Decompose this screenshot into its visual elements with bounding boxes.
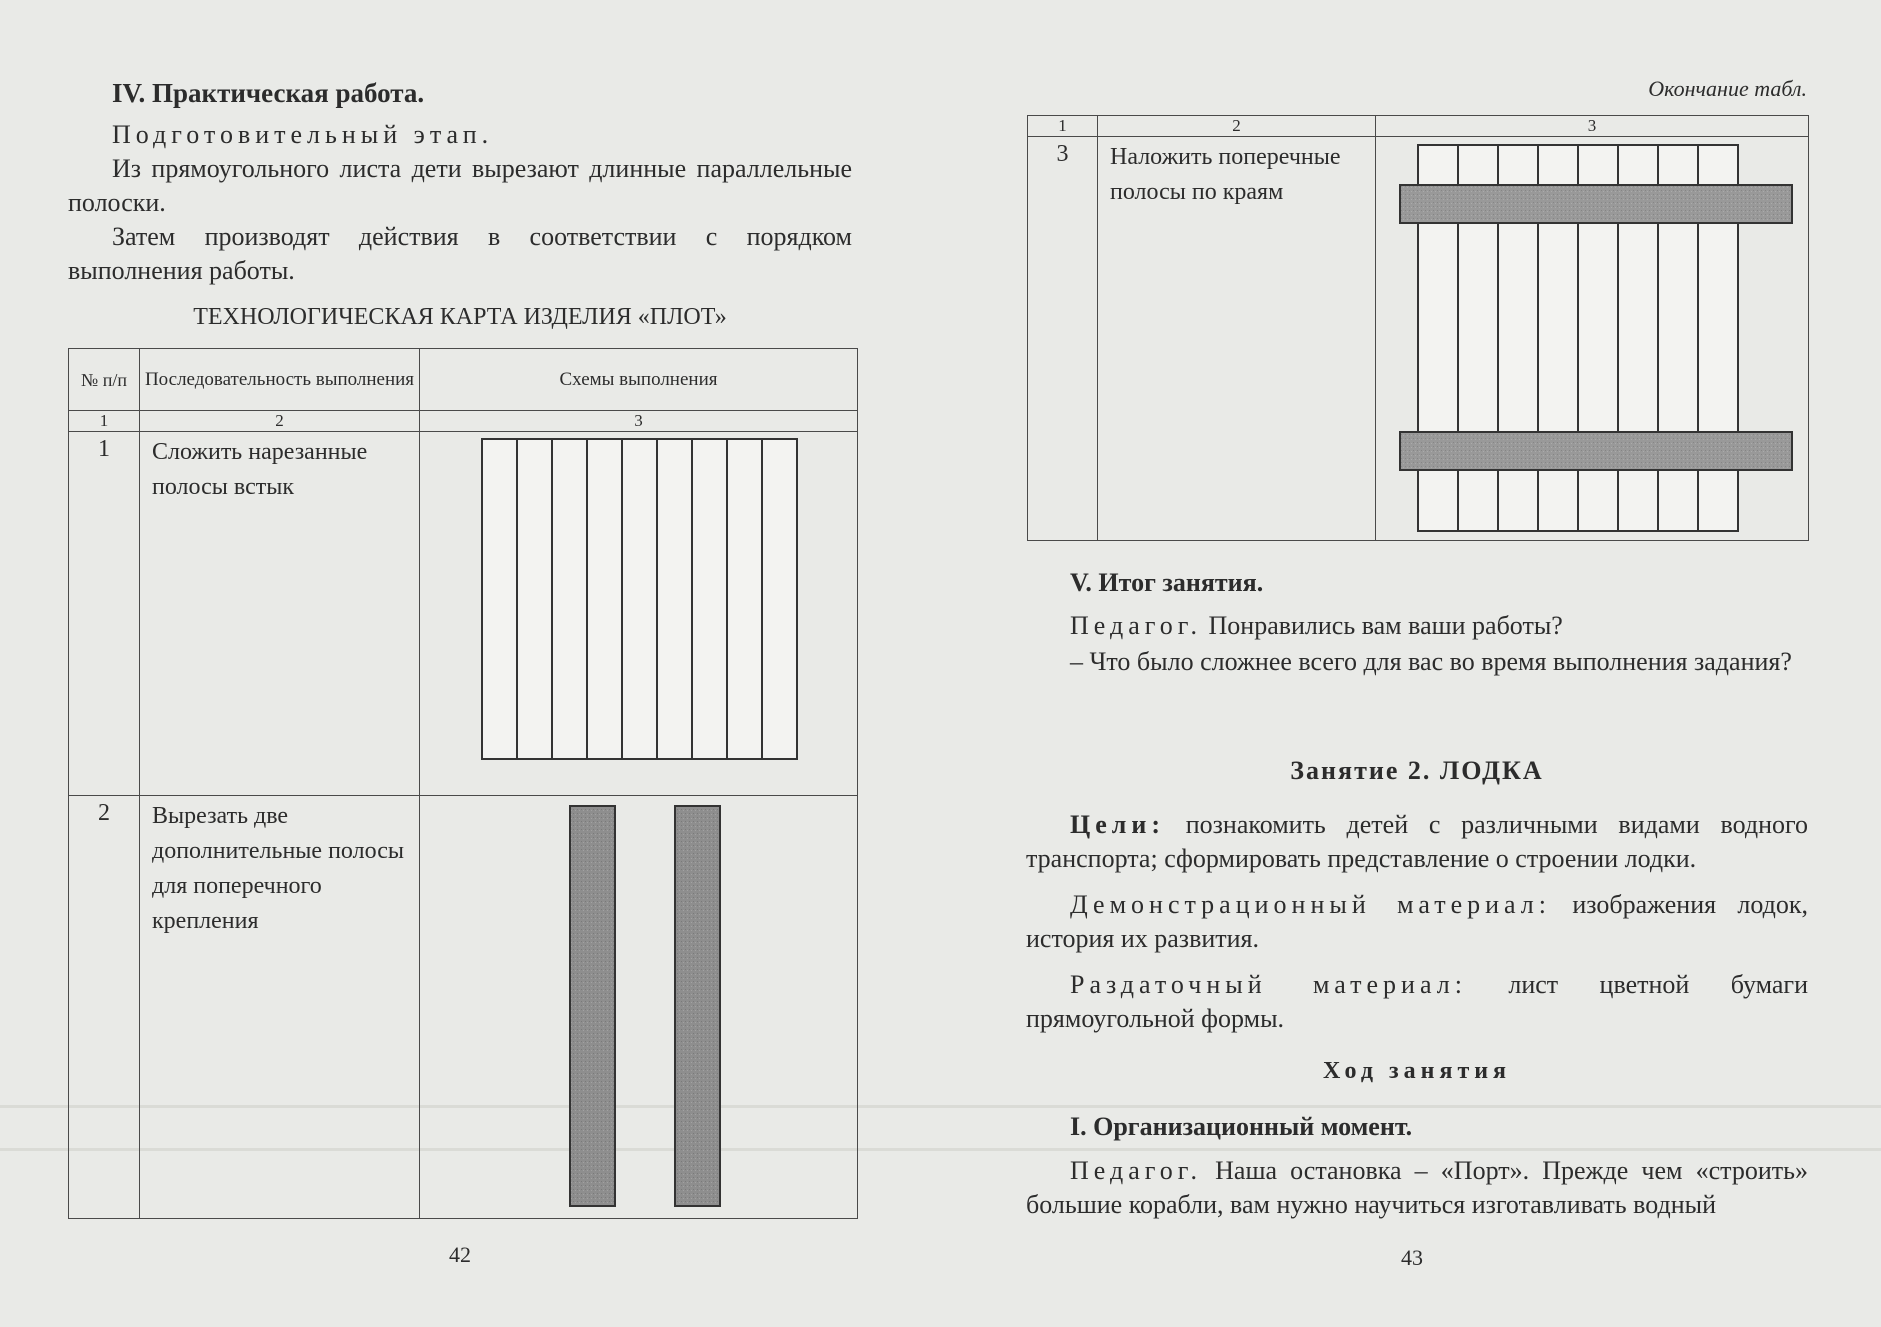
handout-label: Раздаточный материал: — [1070, 970, 1467, 999]
demo-text: изображения лодок, история их развития. — [1026, 890, 1808, 953]
scheme-cell — [1376, 137, 1809, 541]
tech-map-table — [68, 348, 858, 1219]
speech-text: Наша остановка – «Порт». Прежде чем «строить» большие корабли, вам нужно научиться изготавливать водный — [1026, 1156, 1808, 1219]
scheme-cell — [420, 796, 858, 1219]
column-number: 2 — [140, 411, 420, 432]
column-number: 1 — [69, 411, 140, 432]
scheme-raft-assembled — [1376, 137, 1809, 541]
goals-label: Цели: — [1070, 810, 1165, 839]
column-number-row — [69, 411, 858, 432]
demo-label: Демонстрационный материал: — [1070, 890, 1552, 919]
step-text: Сложить нарезанные полосы встык — [140, 432, 420, 796]
scheme-strips-joined — [420, 432, 858, 796]
paragraph: Из прямоугольного листа дети вырезают длинные параллельные полоски. — [68, 154, 852, 217]
lesson-title-text: Занятие 2. ЛОДКА — [1290, 756, 1544, 785]
paragraph: – Что было сложнее всего для вас во время выполнения задания? — [1070, 647, 1792, 676]
paragraph: Затем производят действия в соответствии с порядком выполнения работы. — [68, 222, 852, 285]
goals-text: познакомить детей с различными видами водного транспорта; сформировать представление о строении лодки. — [1026, 810, 1808, 873]
paragraph — [1026, 888, 1808, 956]
row-number: 1 — [69, 432, 140, 796]
left-page — [0, 0, 940, 1327]
section-heading: IV. Практическая работа. — [112, 78, 425, 108]
paragraph — [1026, 1154, 1808, 1222]
row-number: 3 — [1028, 137, 1098, 541]
speech-text: Понравились вам ваши работы? — [1202, 611, 1563, 640]
section-heading: V. Итог занятия. — [1070, 568, 1264, 597]
row-number: 2 — [69, 796, 140, 1219]
header-cell: Последовательность выполнения — [140, 349, 420, 411]
step-text: Вырезать две дополнительные полосы для поперечного крепления — [140, 796, 420, 1219]
column-number-row — [1028, 116, 1809, 137]
table-title: ТЕХНОЛОГИЧЕСКАЯ КАРТА ИЗДЕЛИЯ «ПЛОТ» — [193, 304, 727, 330]
scheme-cell — [420, 432, 858, 796]
paragraph — [1026, 808, 1808, 876]
table-row — [69, 432, 858, 796]
section-heading: I. Организационный момент. — [1070, 1112, 1413, 1141]
tech-map-table-continued — [1027, 115, 1809, 541]
paragraph — [1026, 609, 1808, 643]
header-cell: № п/п — [69, 349, 140, 411]
section-heading: Ход занятия — [1322, 1058, 1512, 1084]
step-text: Наложить поперечные полосы по краям — [1098, 137, 1376, 541]
table-continuation-label: Окончание табл. — [1648, 76, 1807, 101]
header-cell: Схемы выполнения — [420, 349, 858, 411]
column-number: 2 — [1098, 116, 1376, 137]
right-page — [940, 0, 1881, 1327]
lesson-title — [1026, 756, 1808, 786]
column-number: 3 — [420, 411, 858, 432]
speaker-label: Педагог. — [1070, 1156, 1202, 1185]
speaker-label: Педагог. — [1070, 611, 1202, 640]
table-row — [1028, 137, 1809, 541]
scheme-extra-strips — [420, 796, 858, 1219]
page-number: 43 — [1401, 1245, 1423, 1270]
handout-text: лист цветной бумаги прямоугольной формы. — [1026, 970, 1808, 1033]
stage-label: Подготовительный этап. — [112, 120, 494, 149]
paragraph — [1026, 968, 1808, 1036]
page-number: 42 — [449, 1242, 471, 1267]
column-number: 3 — [1376, 116, 1809, 137]
column-number: 1 — [1028, 116, 1098, 137]
table-row — [69, 796, 858, 1219]
table-header-row — [69, 349, 858, 411]
